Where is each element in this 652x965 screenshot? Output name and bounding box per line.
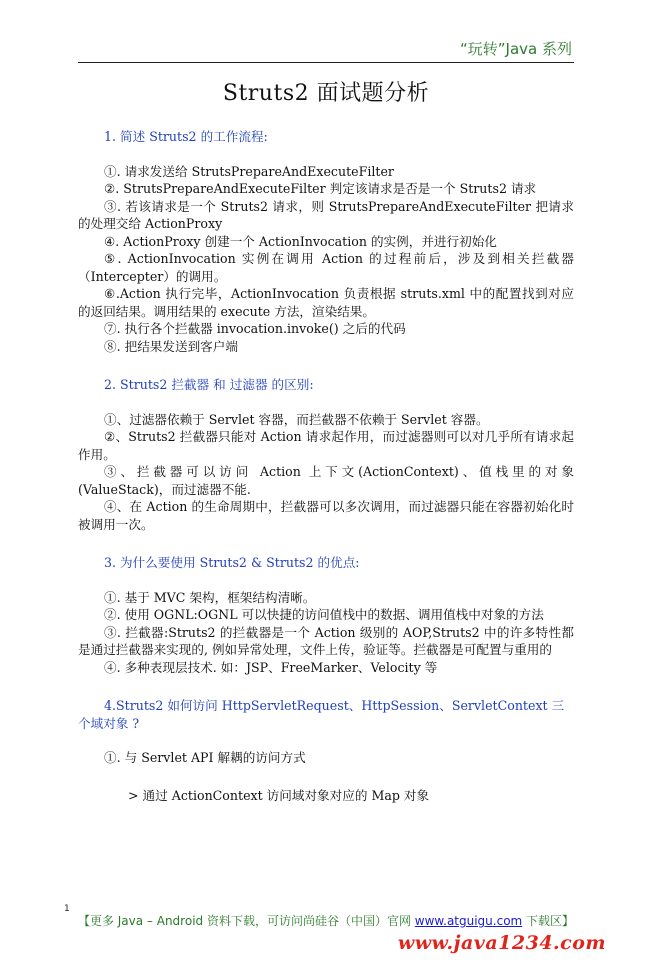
section-advantages (78, 554, 574, 676)
list-item: ②. StrutsPrepareAndExecuteFilter 判定该请求是否是一个 Struts2 请求 (104, 181, 537, 196)
footer-suffix: 下载区】 (522, 914, 575, 928)
series-header: “玩转”Java 系列 (460, 40, 572, 58)
section-heading: 3. 为什么要使用 Struts2 & Struts2 的优点: (104, 555, 360, 570)
watermark-url: www.java1234.com (397, 932, 606, 954)
section-heading: 1. 简述 Struts2 的工作流程: (104, 129, 268, 144)
section-heading: 2. Struts2 拦截器 和 过滤器 的区别: (104, 377, 314, 392)
section-workflow (78, 128, 574, 355)
list-item: ⑧. 把结果发送到客户端 (104, 338, 238, 354)
list-item: ①. 与 Servlet API 解耦的访问方式 (104, 750, 306, 765)
section-heading: 4.Struts2 如何访问 HttpServletRequest、HttpSession、ServletContext 三个域对象 ? (78, 698, 565, 731)
footer-link[interactable]: www.atguigu.com (414, 914, 523, 928)
header-divider (78, 62, 574, 63)
list-item: ⑤. ActionInvocation 实例在调用 Action 的过程前后，涉及到相关拦截器（Intercepter）的调用。 (78, 251, 574, 284)
list-item: ⑥.Action 执行完毕，ActionInvocation 负责根据 struts.xml 中的配置找到对应的返回结果。调用结果的 execute 方法，渲染结果。 (78, 286, 574, 319)
page-title: Struts2 面试题分析 (222, 81, 430, 106)
list-item: ④. ActionProxy 创建一个 ActionInvocation 的实例，并进行初始化 (104, 233, 497, 249)
sub-list-item: > 通过 ActionContext 访问域对象对应的 Map 对象 (128, 787, 430, 803)
section-interceptor-vs-filter (78, 376, 574, 533)
section-domain-objects (78, 697, 574, 804)
list-item: ①. 基于 MVC 架构，框架结构清晰。 (104, 589, 316, 605)
list-item: ④. 多种表现层技术. 如：JSP、FreeMarker、Velocity 等 (104, 659, 438, 675)
footer-banner (0, 912, 652, 929)
list-item: ④、在 Action 的生命周期中，拦截器可以多次调用，而过滤器只能在容器初始化时被调用一次。 (78, 499, 574, 532)
list-item: ⑦. 执行各个拦截器 invocation.invoke() 之后的代码 (104, 321, 406, 336)
list-item: ③. 拦截器:Struts2 的拦截器是一个 Action 级别的 AOP,Struts2 中的许多特性都是通过拦截器来实现的, 例如异常处理，文件上传，验证等。拦截器是可配置与重用的 (78, 624, 574, 657)
document-body (78, 128, 574, 804)
footer-prefix: 【更多 Java – Android 资料下载，可访问尚硅谷（中国）官网 (77, 914, 415, 928)
list-item: ③. 若该请求是一个 Struts2 请求，则 StrutsPrepareAndExecuteFilter 把请求的处理交给 ActionProxy (78, 198, 574, 231)
list-item: ③、拦截器可以访问 Action 上下文(ActionContext)、值栈里的对象(ValueStack)，而过滤器不能. (78, 464, 574, 497)
list-item: ①、过滤器依赖于 Servlet 容器，而拦截器不依赖于 Servlet 容器。 (104, 411, 489, 427)
list-item: ②. 使用 OGNL:OGNL 可以快捷的访问值栈中的数据、调用值栈中对象的方法 (104, 607, 544, 622)
list-item: ①. 请求发送给 StrutsPrepareAndExecuteFilter (104, 163, 394, 179)
list-item: ②、Struts2 拦截器只能对 Action 请求起作用，而过滤器则可以对几乎所有请求起作用。 (78, 429, 574, 462)
page-number: 1 (64, 904, 70, 914)
